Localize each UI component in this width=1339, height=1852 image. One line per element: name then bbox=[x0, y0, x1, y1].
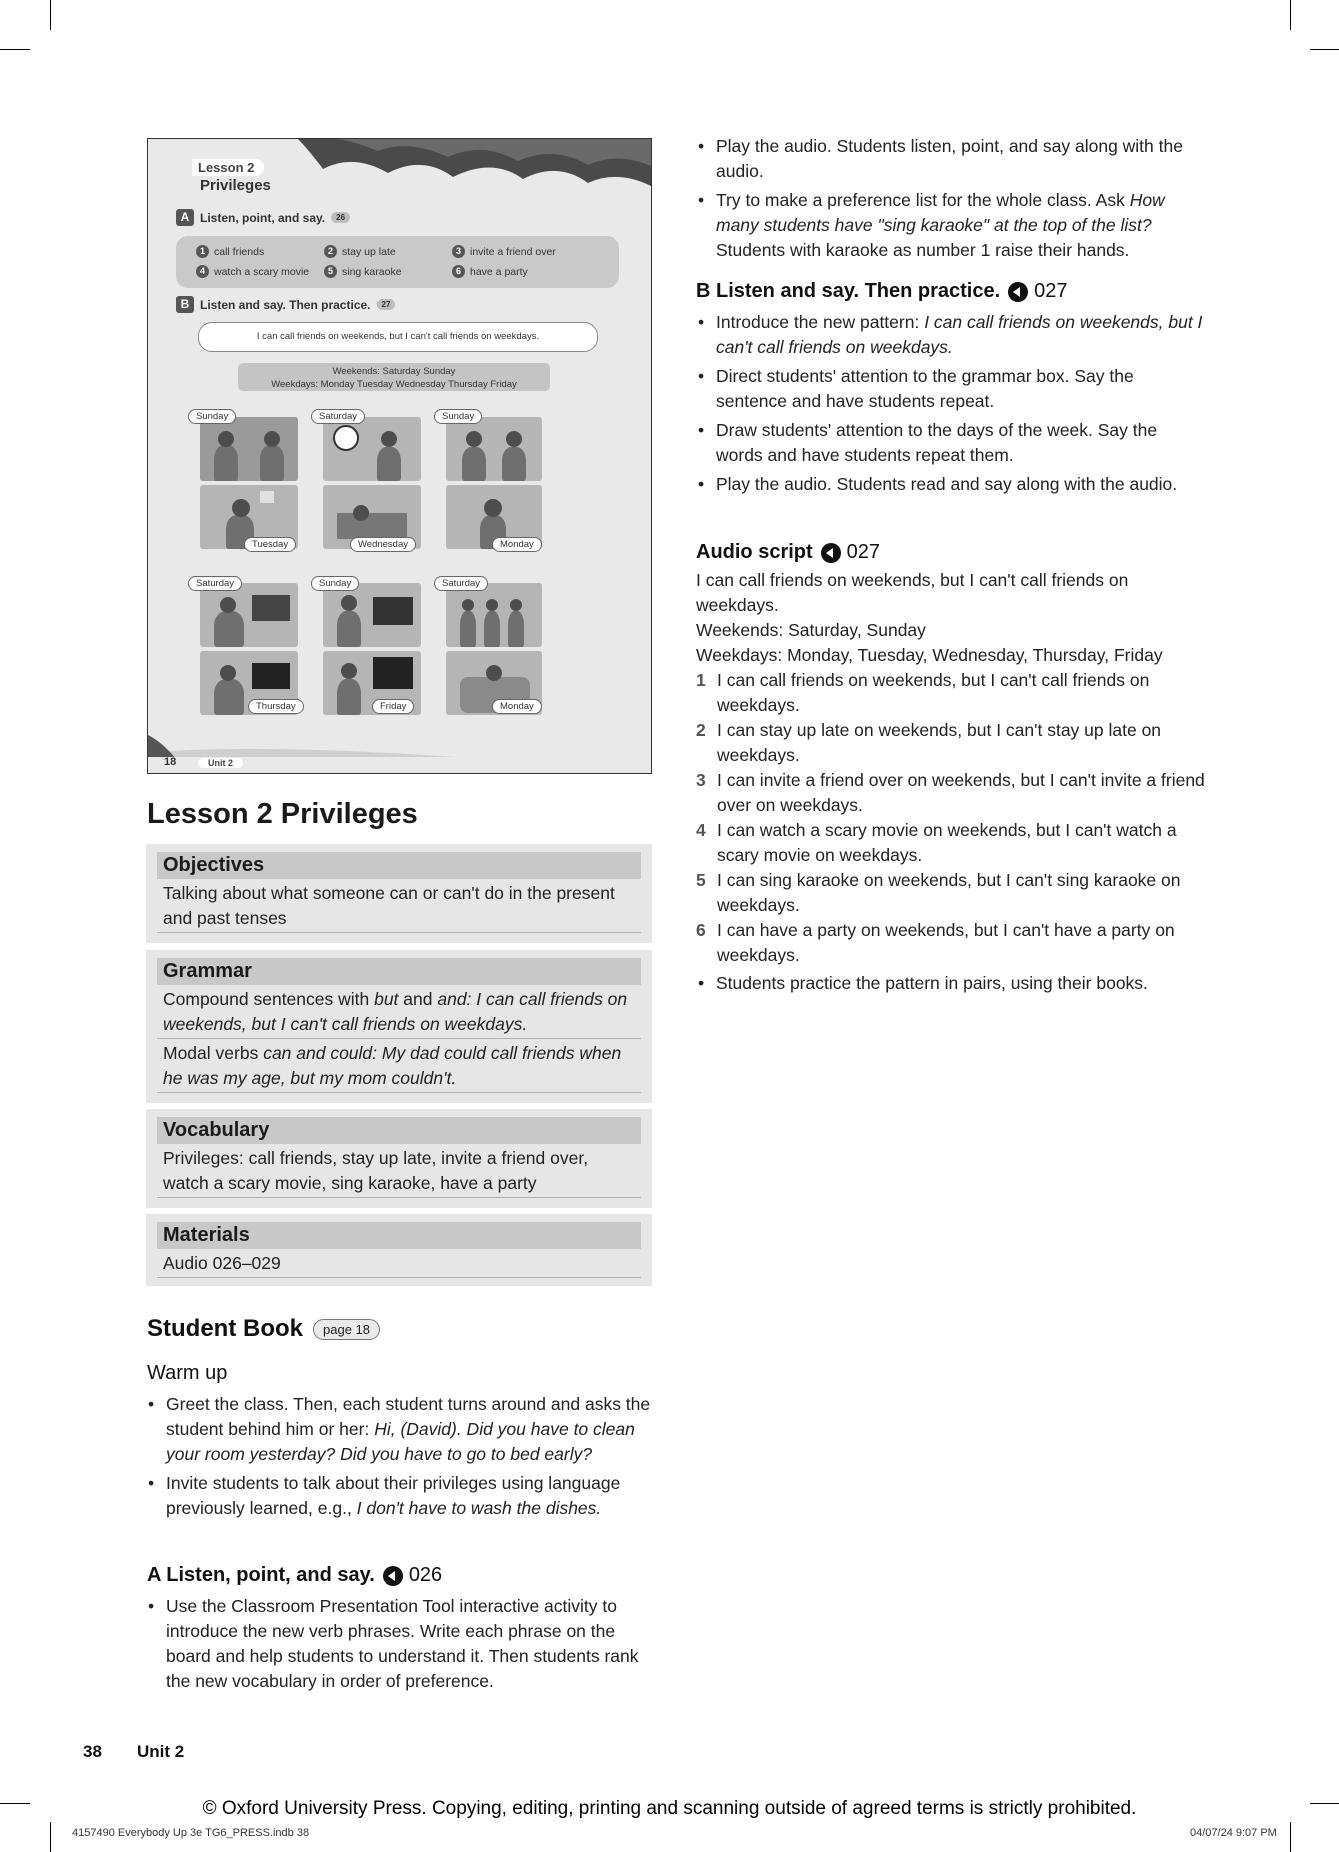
item-text: I can call friends on weekends, but I can't call friends on weekdays. bbox=[717, 670, 1150, 715]
sb-title: Privileges bbox=[200, 177, 271, 194]
crop-mark bbox=[50, 1822, 51, 1852]
list-item bbox=[696, 818, 1206, 868]
list-item-text: Students with karaoke as number 1 raise their hands. bbox=[716, 240, 1130, 260]
grammar-text: but bbox=[374, 989, 399, 1009]
audio-script-line: Weekends: Saturday, Sunday bbox=[696, 620, 926, 640]
list-item-text: Invite students to talk about their privileges using language previously learned, e.g., bbox=[166, 1473, 621, 1518]
section-b-list bbox=[695, 310, 1203, 501]
crop-mark bbox=[1290, 1822, 1291, 1852]
item-number: 6 bbox=[696, 920, 706, 940]
sb-vocab-item bbox=[196, 265, 309, 278]
sb-day-label: Tuesday bbox=[244, 537, 296, 552]
sb-section-b-label: Listen and say. Then practice. bbox=[200, 297, 371, 312]
list-item bbox=[695, 310, 1203, 360]
audio-icon bbox=[1008, 282, 1028, 302]
list-item-text: Introduce the new pattern: bbox=[716, 312, 925, 332]
item-text: I can sing karaoke on weekends, but I can't sing karaoke on weekdays. bbox=[717, 870, 1181, 915]
sb-vocab-item bbox=[452, 265, 528, 278]
sb-day-label: Sunday bbox=[434, 409, 482, 424]
list-item bbox=[145, 1471, 651, 1521]
sb-day-label: Saturday bbox=[434, 576, 488, 591]
sb-vocab-number: 6 bbox=[452, 265, 465, 278]
list-item bbox=[145, 1392, 651, 1467]
grammar-example: can and could: My dad could call friends when he was my age, but my mom couldn't. bbox=[163, 1043, 622, 1088]
audio-script-line: I can call friends on weekends, but I can't call friends on weekdays. bbox=[696, 570, 1129, 615]
audio-icon: 27 bbox=[377, 299, 396, 310]
grammar-text: Modal verbs bbox=[163, 1043, 264, 1063]
audio-code: 026 bbox=[408, 1564, 443, 1586]
sb-day-label: Sunday bbox=[311, 576, 359, 591]
sb-vocab-label: sing karaoke bbox=[342, 265, 402, 278]
sb-day-label: Saturday bbox=[311, 409, 365, 424]
sb-lesson-tab: Lesson 2 bbox=[192, 159, 264, 176]
objectives-box bbox=[146, 844, 652, 943]
sb-vocab-number: 4 bbox=[196, 265, 209, 278]
section-b-label: B Listen and say. Then practice. bbox=[696, 280, 1001, 302]
crop-mark bbox=[0, 49, 30, 50]
warm-up-list bbox=[145, 1392, 651, 1525]
objectives-text: Talking about what someone can or can't do in the present and past tenses bbox=[157, 879, 641, 933]
sb-section-a-label: Listen, point, and say. bbox=[200, 210, 326, 225]
copyright-notice: © Oxford University Press. Copying, editing, printing and scanning outside of agreed terms is strictly prohibited. bbox=[202, 1798, 1137, 1819]
materials-heading: Materials bbox=[157, 1222, 641, 1249]
sb-section-b-heading bbox=[176, 296, 395, 313]
item-number: 4 bbox=[696, 820, 706, 840]
student-book-heading bbox=[147, 1315, 380, 1343]
section-a-heading bbox=[147, 1564, 442, 1587]
crop-mark bbox=[1290, 0, 1291, 30]
sb-section-a-heading bbox=[176, 209, 350, 226]
list-item bbox=[696, 868, 1206, 918]
sb-unit-label: Unit 2 bbox=[198, 758, 243, 768]
grammar-heading: Grammar bbox=[157, 958, 641, 985]
list-item bbox=[696, 668, 1206, 718]
list-item-example: Hi, (David). Did you have to clean your room yesterday? Did you have to go to bed early? bbox=[166, 1419, 635, 1464]
final-bullet-list bbox=[695, 971, 1215, 1000]
sb-vocab-box bbox=[176, 236, 619, 288]
sb-vocab-label: stay up late bbox=[342, 245, 396, 258]
sb-vocab-number: 1 bbox=[196, 245, 209, 258]
list-item-example: I can call friends on weekends, but I can't call friends on weekdays. bbox=[716, 312, 1203, 357]
audio-script-label: Audio script bbox=[696, 541, 813, 563]
list-item: • Play the audio. Students read and say along with the audio. bbox=[695, 472, 1203, 497]
sb-vocab-number: 5 bbox=[324, 265, 337, 278]
sb-vocab-item bbox=[196, 245, 264, 258]
list-item bbox=[696, 918, 1206, 968]
list-item-text: Try to make a preference list for the whole class. Ask bbox=[716, 190, 1130, 210]
list-item bbox=[696, 718, 1206, 768]
sb-speech-bubble: I can call friends on weekends, but I can't call friends on weekdays. bbox=[198, 322, 598, 352]
item-number: 2 bbox=[696, 720, 706, 740]
materials-box bbox=[146, 1214, 652, 1286]
objectives-heading: Objectives bbox=[157, 852, 641, 879]
grammar-text: Compound sentences with bbox=[163, 989, 375, 1009]
sb-vocab-label: have a party bbox=[470, 265, 528, 278]
sb-vocab-item bbox=[452, 245, 556, 258]
sb-day-label: Saturday bbox=[188, 576, 242, 591]
sb-illustration bbox=[323, 583, 421, 647]
list-item: • Use the Classroom Presentation Tool interactive activity to introduce the new verb phrases. Write each phrase on the board and help students to understand it. Then students rank the new vocabulary in order of preference. bbox=[145, 1594, 651, 1694]
grammar-line-2 bbox=[157, 1039, 641, 1093]
lesson-title: Lesson 2 Privileges bbox=[147, 798, 418, 830]
audio-script-line: Weekdays: Monday, Tuesday, Wednesday, Thursday, Friday bbox=[696, 645, 1163, 665]
list-item: • Draw students' attention to the days of the week. Say the words and have students repeat them. bbox=[695, 418, 1203, 468]
sb-weekdays-line: Weekdays: Monday Tuesday Wednesday Thursday Friday bbox=[271, 379, 517, 390]
sb-illustration bbox=[200, 417, 298, 481]
sb-vocab-label: invite a friend over bbox=[470, 245, 556, 258]
sb-vocab-number: 2 bbox=[324, 245, 337, 258]
warm-up-heading: Warm up bbox=[147, 1362, 228, 1384]
sb-vocab-label: call friends bbox=[214, 245, 265, 258]
list-item bbox=[695, 188, 1203, 263]
print-timestamp: 04/07/24 9:07 PM bbox=[1190, 1827, 1277, 1839]
section-a-label: A Listen, point, and say. bbox=[147, 1564, 375, 1586]
vocabulary-heading: Vocabulary bbox=[157, 1117, 641, 1144]
crop-mark bbox=[1310, 49, 1339, 50]
audio-icon: 26 bbox=[331, 212, 350, 223]
sb-day-label: Thursday bbox=[248, 699, 304, 714]
item-number: 3 bbox=[696, 770, 706, 790]
list-item: • Play the audio. Students listen, point, and say along with the audio. bbox=[695, 134, 1203, 184]
sb-footer-swoosh bbox=[148, 735, 651, 757]
audio-code: 027 bbox=[846, 541, 881, 563]
footer-page-number: 38 bbox=[83, 1742, 102, 1761]
list-item: • Direct students' attention to the grammar box. Say the sentence and have students repeat. bbox=[695, 364, 1203, 414]
sb-vocab-item bbox=[324, 245, 396, 258]
list-item-example: How many students have "sing karaoke" at the top of the list? bbox=[716, 190, 1165, 235]
sb-day-label: Monday bbox=[492, 699, 542, 714]
section-b-heading bbox=[696, 280, 1068, 303]
list-item: • Students practice the pattern in pairs, using their books. bbox=[695, 971, 1215, 996]
grammar-box bbox=[146, 950, 652, 1103]
vocabulary-text: Privileges: call friends, stay up late, invite a friend over, watch a scary movie, sing karaoke, have a party bbox=[157, 1144, 641, 1198]
item-text: I can watch a scary movie on weekends, but I can't watch a scary movie on weekdays. bbox=[717, 820, 1177, 865]
sb-vocab-number: 3 bbox=[452, 245, 465, 258]
grammar-text: and bbox=[398, 989, 438, 1009]
sb-day-label: Monday bbox=[492, 537, 542, 552]
section-a-list bbox=[145, 1594, 651, 1698]
audio-icon bbox=[383, 1566, 403, 1586]
sb-day-label: Sunday bbox=[188, 409, 236, 424]
page-badge: page 18 bbox=[313, 1319, 380, 1340]
audio-icon bbox=[821, 543, 841, 563]
crop-mark bbox=[50, 0, 51, 30]
sb-illustration bbox=[446, 583, 542, 647]
item-number: 5 bbox=[696, 870, 706, 890]
footer-unit: Unit 2 bbox=[137, 1742, 185, 1761]
sb-days-box bbox=[238, 363, 550, 391]
list-item-text: Greet the class. Then, each student turns around and asks the student behind him or her: bbox=[166, 1394, 651, 1439]
materials-text: Audio 026–029 bbox=[157, 1249, 641, 1278]
audio-code: 027 bbox=[1034, 280, 1068, 302]
sb-page-number: 18 bbox=[164, 756, 177, 768]
item-text: I can have a party on weekends, but I can't have a party on weekdays. bbox=[717, 920, 1175, 965]
item-text: I can stay up late on weekends, but I can't stay up late on weekdays. bbox=[717, 720, 1162, 765]
sb-letter-a: A bbox=[176, 209, 194, 226]
sb-day-label: Friday bbox=[372, 699, 414, 714]
item-text: I can invite a friend over on weekends, but I can't invite a friend over on weekdays. bbox=[717, 770, 1205, 815]
sb-illustration bbox=[200, 583, 298, 647]
student-book-page-thumbnail bbox=[147, 138, 652, 774]
sb-illustration bbox=[323, 417, 421, 481]
top-bullets bbox=[695, 134, 1203, 267]
grammar-line-1 bbox=[157, 985, 641, 1039]
sb-day-label: Wednesday bbox=[350, 537, 416, 552]
sb-vocab-label: watch a scary movie bbox=[214, 265, 310, 278]
list-item-example: I don't have to wash the dishes. bbox=[356, 1498, 602, 1518]
sb-illustration bbox=[446, 417, 542, 481]
item-number: 1 bbox=[696, 670, 706, 690]
student-book-heading-label: Student Book bbox=[147, 1315, 303, 1342]
sb-letter-b: B bbox=[176, 296, 194, 313]
sb-vocab-item bbox=[324, 265, 402, 278]
audio-script-numbered-list bbox=[696, 668, 1206, 968]
grammar-example: and: I can call friends on weekends, but I can't call friends on weekdays. bbox=[163, 989, 628, 1034]
list-item bbox=[696, 768, 1206, 818]
vocabulary-box bbox=[146, 1109, 652, 1208]
sb-weekends-line: Weekends: Saturday Sunday bbox=[332, 366, 456, 377]
audio-script-heading bbox=[696, 541, 880, 564]
print-slug: 4157490 Everybody Up 3e TG6_PRESS.indb 38 bbox=[72, 1827, 310, 1839]
